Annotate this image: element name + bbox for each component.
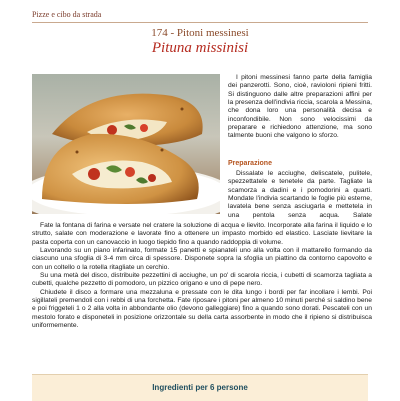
preparation-body: [32, 222, 372, 330]
fried-calzone-photo-icon: [32, 74, 220, 214]
preparation-heading: Preparazione: [228, 160, 272, 167]
preparation-paragraph: Lavorando su un piano infarinato, formate 15 panetti e spianateli uno alla volta con il mattarello formando da ciascuno una sfoglia di 3-4 mm circa di spessore. Disponete sopra la sfoglia un piattino da contorno capovolto e con un coltello o la rotella ritagliate un cerchio.: [32, 247, 372, 271]
recipe-photo: [32, 74, 220, 214]
intro-column: [228, 74, 372, 141]
ingredients-title: Ingredienti per 6 persone: [152, 383, 248, 392]
ingredients-box: [32, 374, 368, 401]
section-label: Pizze e cibo da strada: [32, 10, 102, 19]
preparation-paragraph: Chiudete il disco a formare una mezzaluna e pressate con le dita lungo i bordi per far incollare i lembi. Poi sigillateli premendoli con i rebbi di una forchetta. Fate riposare i pitoni per almeno 10 minuti perché si saldino bene e poi friggeteli 1 o 2 alla volta in abbondante olio (devono galleggiare) fino a quando sono dorati. Pescateli con un mestolo forato e disponeteli in posizione orizzontale su della carta assorbente in modo che il ripieno si distribuisca uniformemente.: [32, 288, 372, 330]
recipe-title: Pituna missinisi: [151, 40, 249, 56]
preparation-side-column: [228, 170, 372, 220]
intro-paragraph: I pitoni messinesi fanno parte della famiglia dei panzerotti. Sono, cioè, ravioloni ripieni fritti. Si distinguono dalle altre preparazioni affini per la presenza dell'indivia riccia, scarola a Messina, che dona loro una personalità decisa e inconfondibile. Non sono velocissimi da preparare e richiedono attenzione, ma sono talmente buoni che valgono lo sforzo.: [228, 74, 373, 140]
top-rule: [32, 22, 368, 23]
preparation-paragraph: Su una metà del disco, distribuite pezzettini di acciughe, un po' di scarola riccia, i cubetti di scamorza tagliata a cubetti, qualche pezzetto di pomodoro, un pizzico origano e uno di pepe nero.: [32, 272, 372, 288]
recipe-number: 174 - Pitoni messinesi: [151, 27, 249, 39]
preparation-paragraph: Fate la fontana di farina e versate nel cratere la soluzione di acqua e lievito. Incorporate alla farina il liquido e lo strutto, salate con moderazione e lavorate fino a ottenere un impasto morbido ed elastico. Lasciate lievitare la pasta coperta con un canovaccio in luogo tiepido fino a quando raddoppia di volume.: [32, 222, 372, 246]
preparation-side-paragraph: Dissalate le acciughe, deliscatele, pulitele, spezzettatele e tenetele da parte. Tagliate la scamorza a dadini e i pomodorini a quarti. Mondate l'indivia scartando le foglie più esterne, lavatela bene senza asciugarla e mettetela in una pentola senza acqua. Salate: [228, 170, 372, 219]
